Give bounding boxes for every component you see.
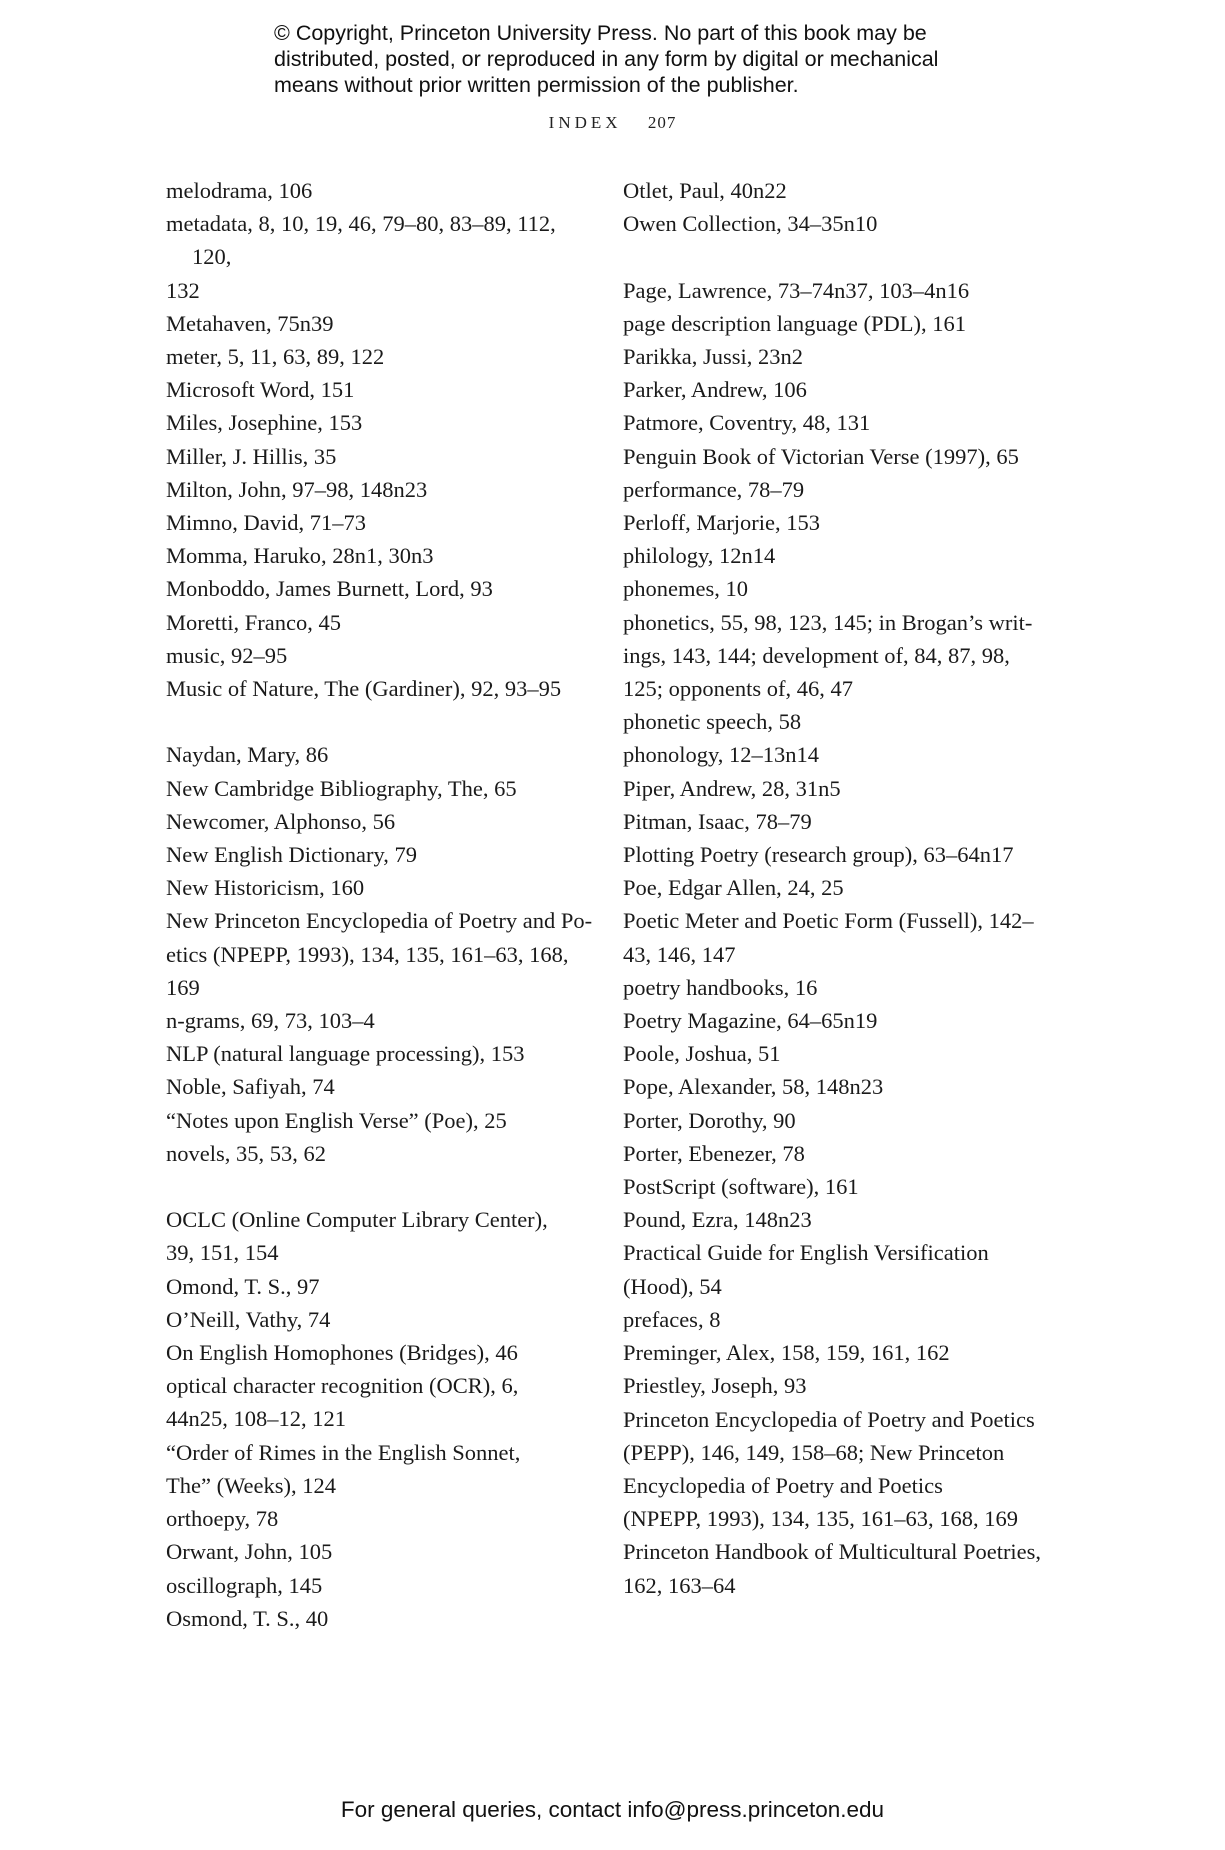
copyright-line: means without prior written permission of the publisher. [274, 73, 799, 97]
index-entry [623, 971, 1043, 1004]
index-entry-line: Page, Lawrence, 73–74n37, 103–4n16 [623, 277, 970, 303]
index-entry-line: Pound, Ezra, 148n23 [623, 1207, 812, 1233]
index-entry-line: Princeton Handbook of Multicultural Poetries, [623, 1539, 1042, 1565]
index-entry-line: Noble, Safiyah, 74 [166, 1074, 335, 1100]
index-entry-line: 162, 163–64 [623, 1572, 736, 1598]
index-entry [166, 174, 596, 207]
index-entry-line: (Hood), 54 [623, 1273, 722, 1299]
index-entry [623, 1336, 1043, 1369]
index-entry-line: Patmore, Coventry, 48, 131 [623, 410, 871, 436]
index-entry-line: “Order of Rimes in the English Sonnet, [166, 1439, 521, 1465]
index-entry-line: Porter, Dorothy, 90 [623, 1107, 796, 1133]
index-entry-line: Miller, J. Hillis, 35 [166, 443, 337, 469]
index-entry [623, 1403, 1043, 1536]
index-entry [623, 174, 1043, 207]
index-entry-line: 132 [166, 277, 200, 303]
index-entry-line: 44n25, 108–12, 121 [166, 1406, 346, 1432]
index-entry-line: Newcomer, Alphonso, 56 [166, 808, 396, 834]
index-entry-line: Momma, Haruko, 28n1, 30n3 [166, 543, 434, 569]
index-entry [623, 307, 1043, 340]
letter-group-gap [623, 240, 1043, 273]
index-entry-line: Practical Guide for English Versification [623, 1240, 989, 1266]
index-entry [623, 1170, 1043, 1203]
copyright-line: distributed, posted, or reproduced in any form by digital or mechanical [274, 47, 939, 71]
index-entry-line: Preminger, Alex, 158, 159, 161, 162 [623, 1340, 950, 1366]
index-entry-line: Owen Collection, 34–35n10 [623, 211, 878, 237]
index-column-left [166, 174, 596, 1635]
index-entry [623, 373, 1043, 406]
index-entry [166, 904, 596, 1004]
index-entry [623, 838, 1043, 871]
index-entry-line: Orwant, John, 105 [166, 1539, 333, 1565]
index-entry [166, 805, 596, 838]
index-entry-line: Osmond, T. S., 40 [166, 1605, 329, 1631]
index-entry [166, 772, 596, 805]
index-entry [623, 1535, 1043, 1601]
index-entry-line: music, 92–95 [166, 642, 288, 668]
index-entry [166, 207, 596, 307]
index-entry-line: Music of Nature, The (Gardiner), 92, 93–95 [166, 676, 562, 702]
index-entry [166, 373, 596, 406]
index-entry-line: Poetic Meter and Poetic Form (Fussell), 142– [623, 908, 1034, 934]
index-entry [166, 1535, 596, 1568]
index-entry-line: page description language (PDL), 161 [623, 310, 967, 336]
index-entry-line: Omond, T. S., 97 [166, 1273, 320, 1299]
index-entry [166, 1569, 596, 1602]
index-entry-line: Piper, Andrew, 28, 31n5 [623, 775, 841, 801]
index-entry [623, 406, 1043, 439]
index-entry [166, 406, 596, 439]
index-entry [166, 506, 596, 539]
index-entry [623, 506, 1043, 539]
index-entry [166, 473, 596, 506]
index-entry [166, 1137, 596, 1170]
index-entry-line: melodrama, 106 [166, 178, 313, 203]
index-entry-line: Encyclopedia of Poetry and Poetics [623, 1472, 943, 1498]
index-entry-line: Princeton Encyclopedia of Poetry and Poetics [623, 1406, 1035, 1432]
index-entry [623, 1037, 1043, 1070]
index-entry-line: 125; opponents of, 46, 47 [623, 676, 853, 702]
index-entry [166, 871, 596, 904]
index-entry-line: Mimno, David, 71–73 [166, 510, 366, 536]
index-entry-line: New Cambridge Bibliography, The, 65 [166, 775, 517, 801]
index-entry [623, 1004, 1043, 1037]
index-entry [166, 1369, 596, 1435]
index-entry-line: 39, 151, 154 [166, 1240, 279, 1266]
index-entry [166, 307, 596, 340]
index-entry [166, 606, 596, 639]
index-entry-line: Poole, Joshua, 51 [623, 1041, 781, 1067]
index-entry [166, 1270, 596, 1303]
index-entry-line: Porter, Ebenezer, 78 [623, 1140, 805, 1166]
index-entry-line: oscillograph, 145 [166, 1572, 323, 1598]
section-label: INDEX [548, 113, 622, 132]
index-entry [166, 1602, 596, 1635]
letter-group-gap [166, 1170, 596, 1203]
index-entry-line: Parker, Andrew, 106 [623, 377, 807, 403]
index-entry [166, 639, 596, 672]
index-entry-line: phonetic speech, 58 [623, 709, 802, 735]
index-entry [166, 672, 596, 705]
index-entry-line: PostScript (software), 161 [623, 1174, 859, 1200]
index-entry [623, 274, 1043, 307]
index-entry-line: phonemes, 10 [623, 576, 748, 602]
footer-contact: For general queries, contact info@press.princeton.edu [340, 1797, 885, 1822]
index-entry-line: prefaces, 8 [623, 1306, 721, 1332]
index-entry [623, 1137, 1043, 1170]
index-entry-line: The” (Weeks), 124 [166, 1472, 336, 1498]
index-entry [623, 1203, 1043, 1236]
index-entry-line: poetry handbooks, 16 [623, 974, 818, 1000]
index-entry-line: O’Neill, Vathy, 74 [166, 1306, 331, 1332]
index-entry [166, 838, 596, 871]
index-entry [623, 473, 1043, 506]
index-entry [166, 1502, 596, 1535]
index-entry-line: etics (NPEPP, 1993), 134, 135, 161–63, 168, [166, 941, 569, 967]
index-entry [623, 1070, 1043, 1103]
index-entry [166, 572, 596, 605]
index-entry [166, 440, 596, 473]
index-entry-line: performance, 78–79 [623, 476, 805, 502]
index-entry-line: New Princeton Encyclopedia of Poetry and Po- [166, 908, 593, 934]
index-column-right [623, 174, 1043, 1602]
index-entry-line: Microsoft Word, 151 [166, 377, 355, 403]
index-entry [623, 440, 1043, 473]
index-entry [623, 772, 1043, 805]
index-entry [623, 1369, 1043, 1402]
index-entry-line: (NPEPP, 1993), 134, 135, 161–63, 168, 169 [623, 1506, 1019, 1532]
index-entry [623, 606, 1043, 706]
index-entry [166, 539, 596, 572]
index-entry-line: Pope, Alexander, 58, 148n23 [623, 1074, 884, 1100]
index-entry [623, 207, 1043, 240]
index-entry [623, 572, 1043, 605]
copyright-line: © Copyright, Princeton University Press. No part of this book may be [274, 21, 927, 45]
index-entry [166, 738, 596, 771]
index-entry-line: “Notes upon English Verse” (Poe), 25 [166, 1107, 507, 1133]
index-entry-line: Metahaven, 75n39 [166, 310, 334, 336]
index-entry-line: OCLC (Online Computer Library Center), [166, 1207, 548, 1233]
index-entry-line: Naydan, Mary, 86 [166, 742, 329, 768]
index-entry-line: optical character recognition (OCR), 6, [166, 1373, 519, 1399]
index-entry [623, 1104, 1043, 1137]
index-entry-line: n-grams, 69, 73, 103–4 [166, 1008, 375, 1034]
index-entry [166, 1303, 596, 1336]
letter-group-gap [166, 705, 596, 738]
index-entry-line: orthoepy, 78 [166, 1506, 279, 1532]
page-number: 207 [647, 113, 677, 132]
index-entry-line: Parikka, Jussi, 23n2 [623, 344, 803, 369]
index-entry [623, 705, 1043, 738]
index-entry [623, 871, 1043, 904]
index-entry-line: (PEPP), 146, 149, 158–68; New Princeton [623, 1439, 1005, 1465]
index-entry-line: Moretti, Franco, 45 [166, 609, 341, 635]
index-entry-line: Miles, Josephine, 153 [166, 410, 363, 436]
index-entry [623, 1236, 1043, 1302]
index-entry-line: ings, 143, 144; development of, 84, 87, 98, [623, 642, 1010, 668]
index-entry-line: Poe, Edgar Allen, 24, 25 [623, 875, 844, 901]
index-entry-line: On English Homophones (Bridges), 46 [166, 1340, 518, 1366]
index-entry-line: phonetics, 55, 98, 123, 145; in Brogan’s writ- [623, 609, 1033, 635]
index-entry-line: NLP (natural language processing), 153 [166, 1041, 525, 1067]
index-entry-line: Plotting Poetry (research group), 63–64n17 [623, 842, 1014, 868]
index-entry-line: novels, 35, 53, 62 [166, 1140, 326, 1166]
index-entry-line: 169 [166, 974, 200, 1000]
index-entry-line: metadata, 8, 10, 19, 46, 79–80, 83–89, 112, 120, [166, 211, 556, 270]
index-entry-line: philology, 12n14 [623, 543, 776, 569]
index-entry-line: Priestley, Joseph, 93 [623, 1373, 807, 1399]
index-entry [623, 340, 1043, 373]
index-entry [623, 1303, 1043, 1336]
index-entry [166, 1004, 596, 1037]
index-entry-line: Otlet, Paul, 40n22 [623, 178, 787, 203]
index-entry [623, 539, 1043, 572]
index-entry [623, 738, 1043, 771]
index-entry [623, 904, 1043, 970]
index-entry-line: Milton, John, 97–98, 148n23 [166, 476, 428, 502]
copyright-notice [274, 20, 994, 98]
index-entry-line: phonology, 12–13n14 [623, 742, 820, 768]
index-entry-line: New Historicism, 160 [166, 875, 365, 901]
index-entry [166, 1436, 596, 1502]
index-entry-line: Poetry Magazine, 64–65n19 [623, 1008, 878, 1034]
index-entry [166, 1203, 596, 1269]
index-entry [166, 1070, 596, 1103]
index-entry [166, 1104, 596, 1137]
index-entry-line: 43, 146, 147 [623, 941, 736, 967]
index-entry-line: New English Dictionary, 79 [166, 842, 417, 868]
index-entry [166, 340, 596, 373]
index-entry-line: Penguin Book of Victorian Verse (1997), 65 [623, 443, 1019, 469]
index-entry-line: meter, 5, 11, 63, 89, 122 [166, 344, 385, 370]
index-entry-line: Pitman, Isaac, 78–79 [623, 808, 812, 834]
index-entry-line: Perloff, Marjorie, 153 [623, 510, 821, 536]
index-entry [166, 1336, 596, 1369]
index-entry [166, 1037, 596, 1070]
index-entry [623, 805, 1043, 838]
index-entry-line: Monboddo, James Burnett, Lord, 93 [166, 576, 493, 602]
running-head [0, 113, 1225, 133]
